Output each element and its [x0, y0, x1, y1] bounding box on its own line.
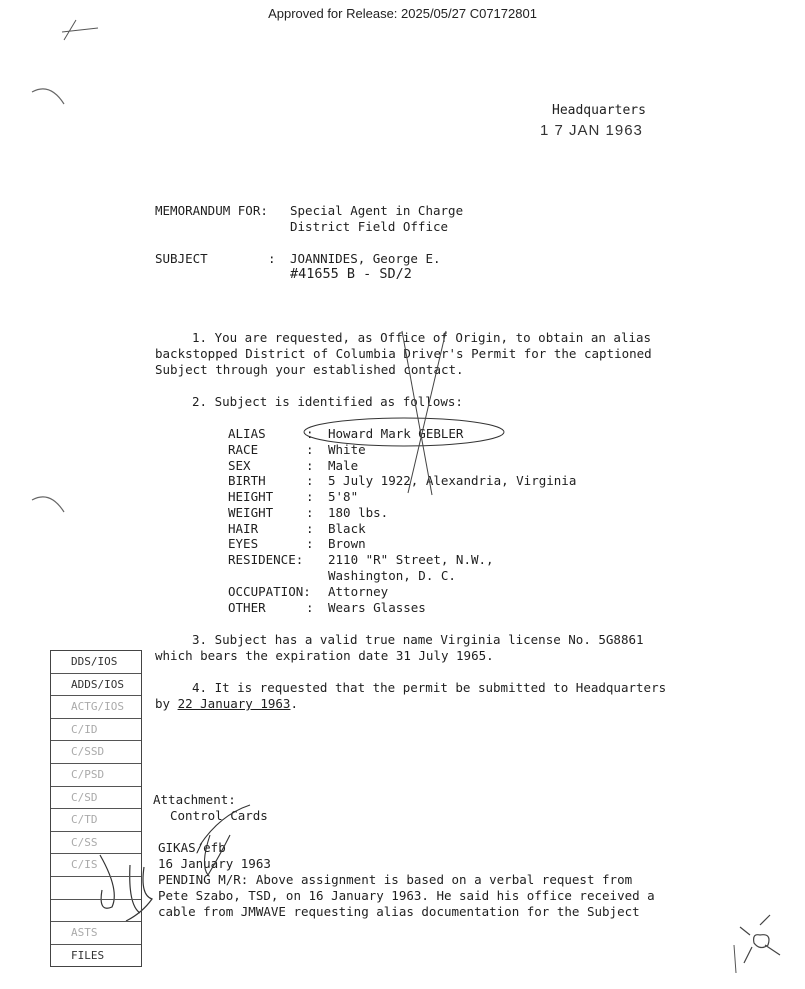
identity-value: Washington, D. C. [328, 568, 456, 583]
para1-line1: 1. You are requested, as Office of Origin, to obtain an alias [192, 330, 652, 345]
identity-value: Attorney [328, 584, 389, 599]
identity-row-other [228, 600, 426, 615]
routing-cell: ASTS [51, 922, 141, 945]
memo-for-line1: Special Agent in Charge [290, 203, 464, 218]
identity-row-residence [228, 552, 494, 567]
typist-initials: GIKAS/efb [158, 840, 226, 855]
identity-label: BIRTH [228, 473, 266, 488]
identity-value: 180 lbs. [328, 505, 389, 520]
identity-label: OCCUPATION: [228, 584, 311, 599]
identity-colon: : [306, 426, 314, 441]
identity-value: Black [328, 521, 366, 536]
alias-circle-annotation [300, 325, 520, 515]
identity-value: 2110 "R" Street, N.W., [328, 552, 494, 567]
footer-date: 16 January 1963 [158, 856, 271, 871]
pending-mr-line3: cable from JMWAVE requesting alias documentation for the Subject [158, 904, 640, 919]
para4-due-date: 22 January 1963 [177, 696, 291, 711]
identity-colon: : [306, 473, 314, 488]
pending-mr-line2: Pete Szabo, TSD, on 16 January 1963. He said his office received a [158, 888, 655, 903]
routing-cell: C/SD [51, 787, 141, 810]
subject-file-number: #41655 B - SD/2 [290, 266, 412, 282]
corner-doodle [730, 905, 800, 980]
identity-value: 5'8" [328, 489, 359, 504]
identity-colon: : [306, 442, 314, 457]
routing-slip [50, 650, 142, 967]
pending-mr-line1: PENDING M/R: Above assignment is based on a verbal request from [158, 872, 633, 887]
routing-cell: C/IS [51, 854, 141, 877]
identity-colon: : [306, 600, 314, 615]
subject-label: SUBJECT [155, 251, 208, 266]
identity-row-eyes [228, 536, 366, 551]
identity-colon: : [306, 489, 314, 504]
identity-colon: : [306, 505, 314, 520]
routing-cell: C/TD [51, 809, 141, 832]
identity-label: SEX [228, 458, 251, 473]
attachment-label: Attachment: [153, 792, 236, 807]
identity-label: HAIR [228, 521, 259, 536]
attachment-item: Control Cards [170, 808, 268, 823]
routing-cell: C/ID [51, 719, 141, 742]
identity-label: HEIGHT [228, 489, 274, 504]
identity-label: RESIDENCE: [228, 552, 304, 567]
memo-for-label: MEMORANDUM FOR: [155, 203, 268, 218]
subject-colon: : [268, 251, 276, 266]
para3-line1: 3. Subject has a valid true name Virginia license No. 5G8861 [192, 632, 644, 647]
identity-colon: : [306, 521, 314, 536]
margin-arc-1 [30, 80, 70, 110]
routing-cell: ADDS/IOS [51, 674, 141, 697]
identity-label: OTHER [228, 600, 266, 615]
para4-line2 [155, 696, 298, 711]
para4-line1: 4. It is requested that the permit be submitted to Headquarters [192, 680, 667, 695]
identity-value: Wears Glasses [328, 600, 426, 615]
identity-colon: : [306, 536, 314, 551]
routing-cell: C/PSD [51, 764, 141, 787]
identity-label: WEIGHT [228, 505, 274, 520]
subject-name: JOANNIDES, George E. [290, 251, 441, 266]
identity-value: Brown [328, 536, 366, 551]
identity-row-residence-cont [228, 568, 456, 583]
memo-for-line2: District Field Office [290, 219, 449, 234]
para4-suffix: . [290, 696, 298, 711]
identity-label: EYES [228, 536, 259, 551]
routing-cell: FILES [71, 948, 105, 962]
identity-label: RACE [228, 442, 259, 457]
identity-value: Male [328, 458, 359, 473]
para1-line2: backstopped District of Columbia Driver's Permit for the captioned [155, 346, 652, 361]
release-banner: Approved for Release: 2025/05/27 C07172801 [268, 6, 537, 21]
routing-cell [51, 900, 141, 923]
identity-row-hair [228, 521, 366, 536]
routing-cell [51, 877, 141, 900]
routing-cell: C/SS [51, 832, 141, 855]
identity-row-occupation [228, 584, 388, 599]
headquarters-label: Headquarters [552, 103, 646, 118]
margin-scribble-top [58, 14, 108, 44]
routing-cell: DDS/IOS [51, 651, 141, 674]
para4-prefix: by [155, 696, 178, 711]
margin-arc-2 [30, 488, 70, 518]
para1-line3: Subject through your established contact. [155, 362, 464, 377]
identity-value: Howard Mark GEBLER [328, 426, 464, 441]
routing-cell: C/SSD [51, 741, 141, 764]
date-stamp: 1 7 JAN 1963 [540, 122, 643, 139]
identity-label: ALIAS [228, 426, 266, 441]
routing-cell: ACTG/IOS [51, 696, 141, 719]
identity-colon: : [306, 458, 314, 473]
para2-line: 2. Subject is identified as follows: [192, 394, 463, 409]
identity-value: White [328, 442, 366, 457]
identity-value: 5 July 1922, Alexandria, Virginia [328, 473, 577, 488]
para3-line2: which bears the expiration date 31 July 1965. [155, 648, 494, 663]
